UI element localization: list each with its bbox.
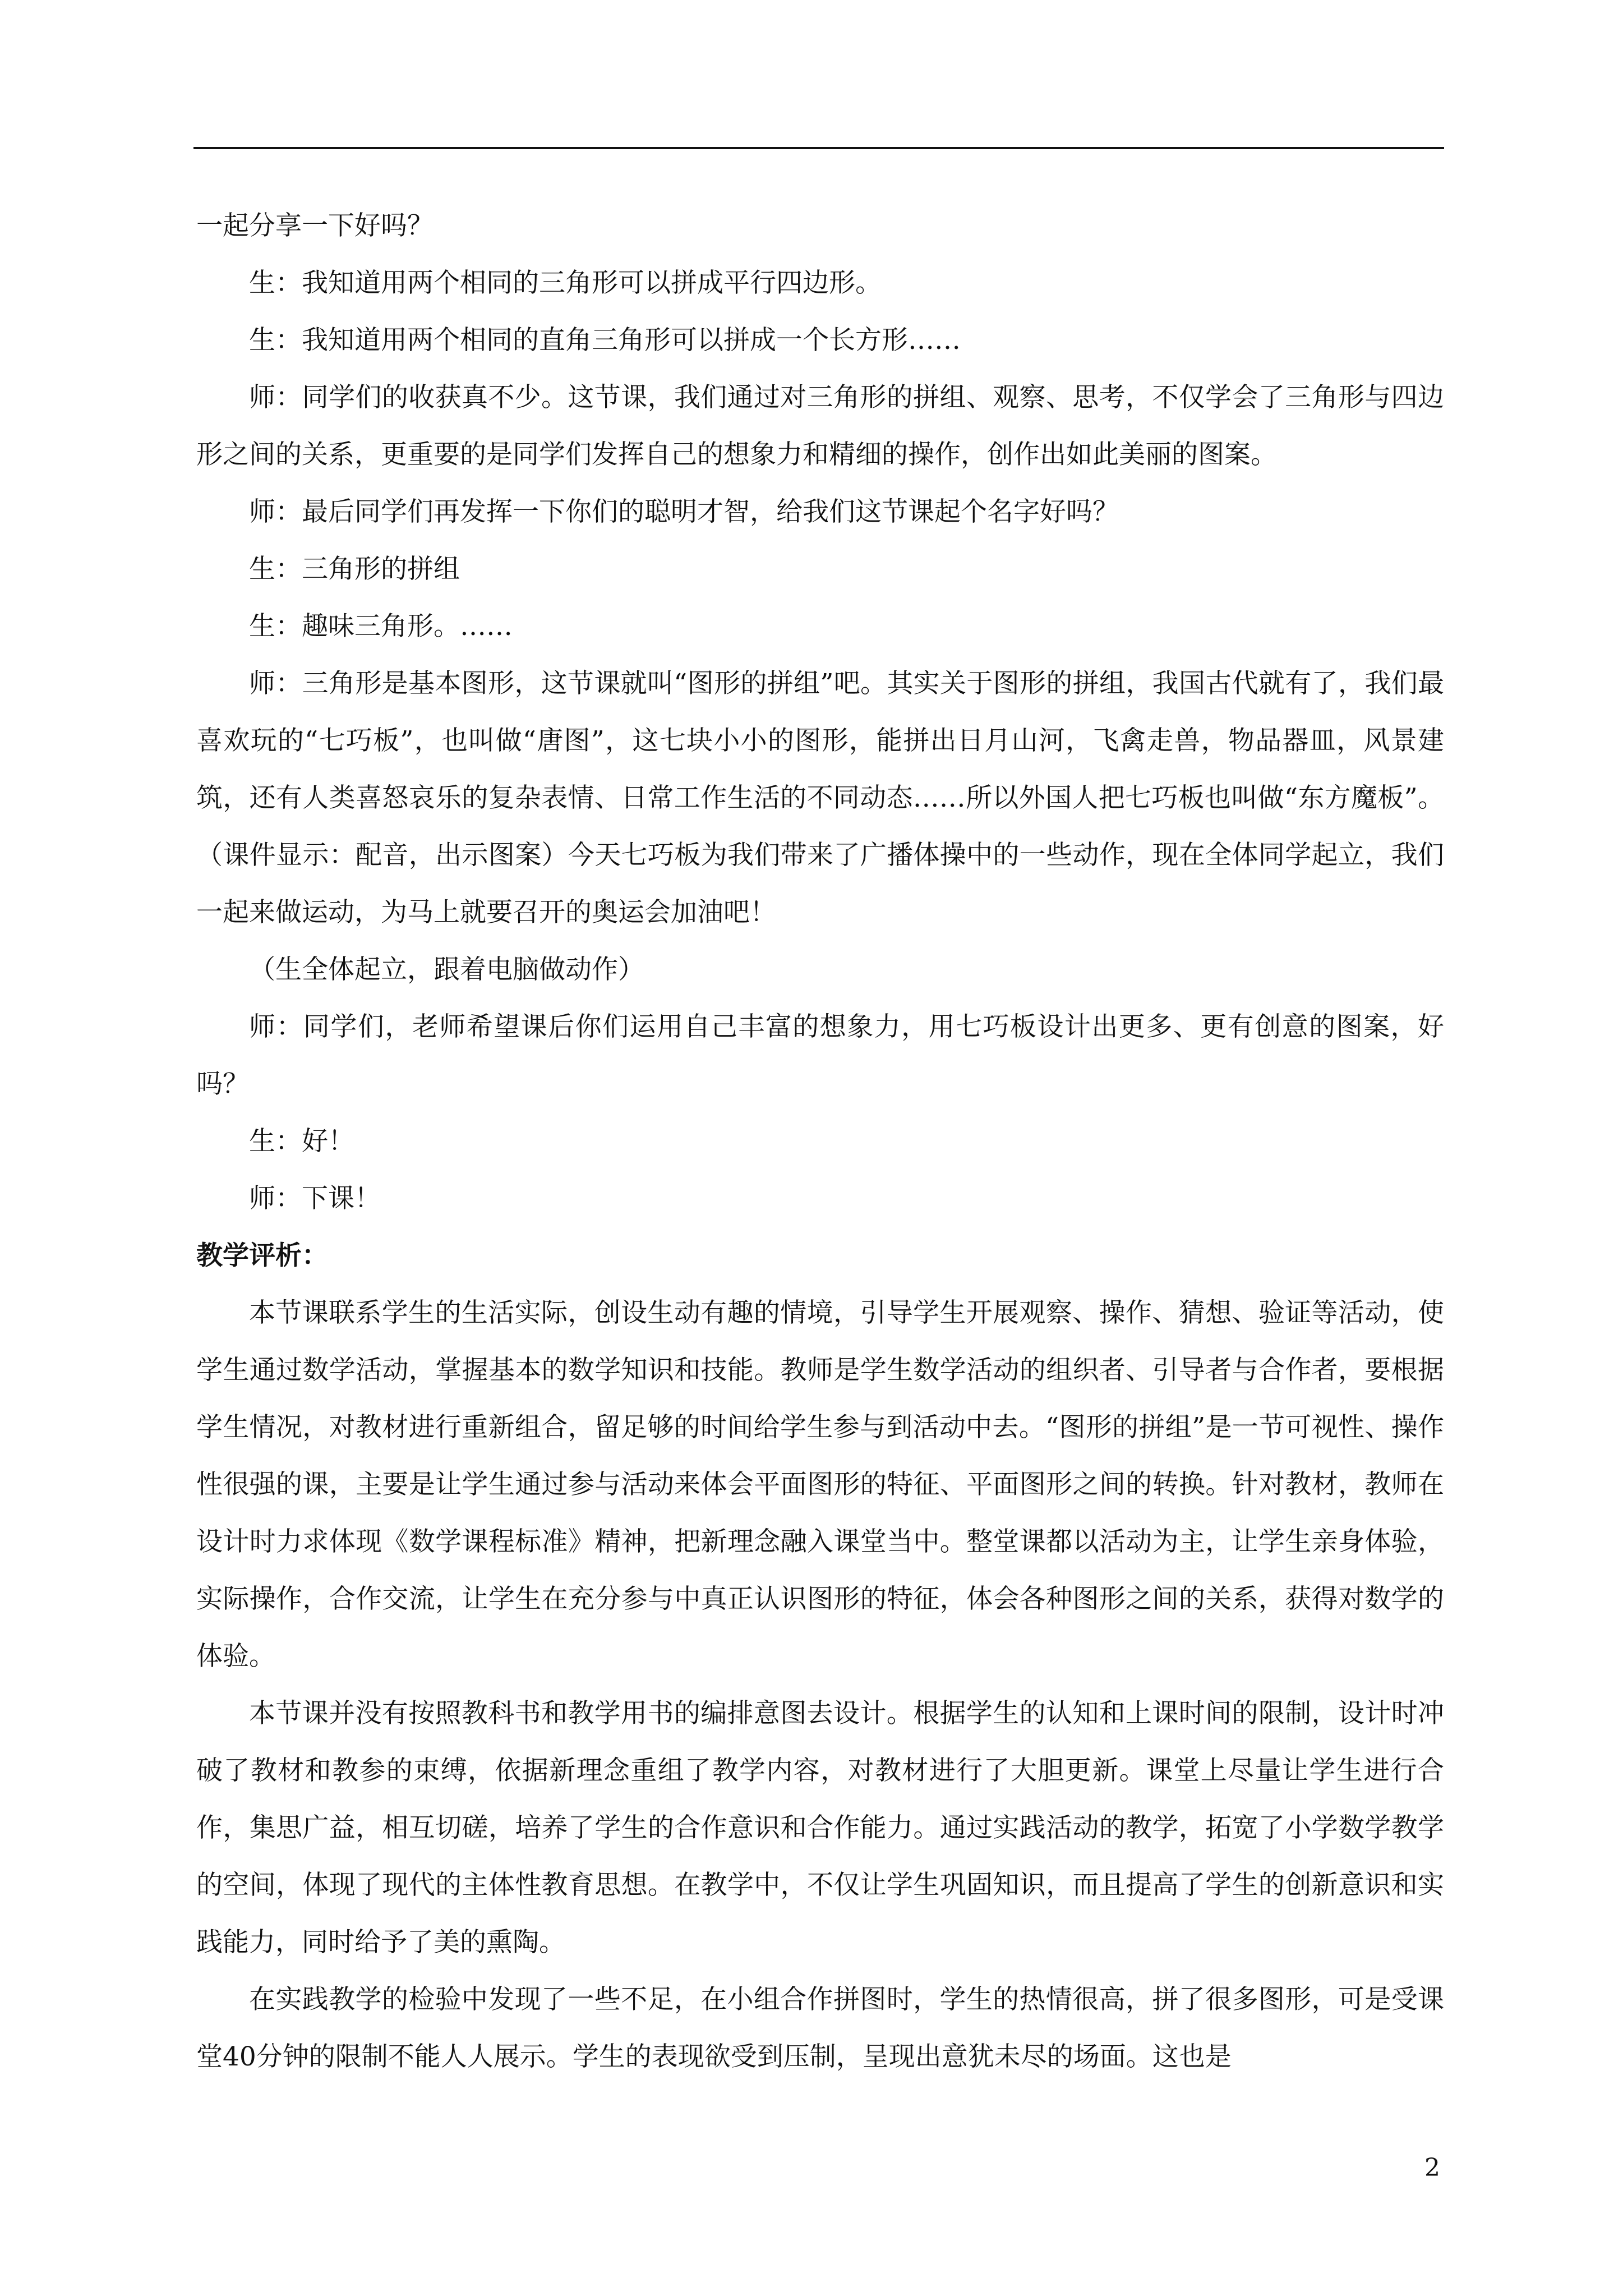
analysis-paragraph: 本节课并没有按照教科书和教学用书的编排意图去设计。根据学生的认知和上课时间的限制，设计时冲破了教材和教参的束缚，依据新理念重组了教学内容，对教材进行了大胆更新。课堂上尽量让学生进行合作，集思广益，相互切磋，培养了学生的合作意识和合作能力。通过实践活动的教学，拓宽了小学数学教学的空间，体现了现代的主体性教育思想。在教学中，不仅让学生巩固知识，而且提高了学生的创新意识和实践能力，同时给予了美的熏陶。 bbox=[196, 1698, 1444, 1958]
analysis-paragraph: 在实践教学的检验中发现了一些不足，在小组合作拼图时，学生的热情很高，拼了很多图形，可是受课堂40分钟的限制不能人人展示。学生的表现欲受到压制，呈现出意犹未尽的场面。这也是 bbox=[196, 1984, 1444, 2072]
dialogue-line: 生：三角形的拼组 bbox=[249, 554, 460, 585]
dialogue-line: 师：下课！ bbox=[249, 1183, 381, 1214]
dialogue-line: 师：同学们，老师希望课后你们运用自己丰富的想象力，用七巧板设计出更多、更有创意的图案，好吗？ bbox=[196, 1011, 1444, 1099]
dialogue-line: 生：趣味三角形。…… bbox=[249, 611, 513, 642]
dialogue-line: 生：我知道用两个相同的直角三角形可以拼成一个长方形…… bbox=[249, 325, 961, 356]
document-body bbox=[196, 197, 1444, 2086]
dialogue-line: 师：三角形是基本图形，这节课就叫“图形的拼组”吧。其实关于图形的拼组，我国古代就有了，我们最喜欢玩的“七巧板”，也叫做“唐图”，这七块小小的图形，能拼出日月山河，飞禽走兽，物品器皿，风景建筑，还有人类喜怒哀乐的复杂表情、日常工作生活的不同动态……所以外国人把七巧板也叫做“东方魔板”。（课件显示：配音，出示图案）今天七巧板为我们带来了广播体操中的一些动作，现在全体同学起立，我们一起来做运动，为马上就要召开的奥运会加油吧！ bbox=[196, 668, 1444, 928]
dialogue-line: 师：同学们的收获真不少。这节课，我们通过对三角形的拼组、观察、思考，不仅学会了三角形与四边形之间的关系，更重要的是同学们发挥自己的想象力和精细的操作，创作出如此美丽的图案。 bbox=[196, 382, 1444, 470]
section-heading: 教学评析： bbox=[196, 1240, 328, 1271]
stage-direction: （生全体起立，跟着电脑做动作） bbox=[249, 954, 644, 985]
page-number: 2 bbox=[1424, 2154, 1440, 2182]
dialogue-line: 生：好！ bbox=[249, 1126, 354, 1157]
dialogue-line: 师：最后同学们再发挥一下你们的聪明才智，给我们这节课起个名字好吗？ bbox=[249, 496, 1119, 527]
header-rule bbox=[193, 147, 1444, 149]
paragraph-continuation: 一起分享一下好吗？ bbox=[196, 210, 434, 241]
analysis-paragraph: 本节课联系学生的生活实际，创设生动有趣的情境，引导学生开展观察、操作、猜想、验证等活动，使学生通过数学活动，掌握基本的数学知识和技能。教师是学生数学活动的组织者、引导者与合作者，要根据学生情况，对教材进行重新组合，留足够的时间给学生参与到活动中去。“图形的拼组”是一节可视性、操作性很强的课，主要是让学生通过参与活动来体会平面图形的特征、平面图形之间的转换。针对教材，教师在设计时力求体现《数学课程标准》精神，把新理念融入课堂当中。整堂课都以活动为主，让学生亲身体验，实际操作，合作交流，让学生在充分参与中真正认识图形的特征，体会各种图形之间的关系，获得对数学的体验。 bbox=[196, 1297, 1444, 1672]
dialogue-line: 生：我知道用两个相同的三角形可以拼成平行四边形。 bbox=[249, 268, 882, 298]
